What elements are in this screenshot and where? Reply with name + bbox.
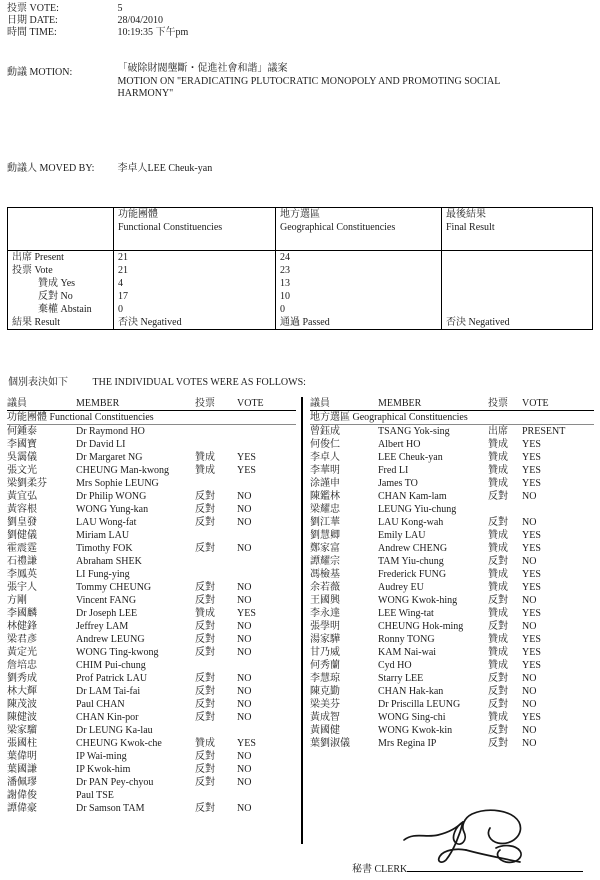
member-name-zh: 梁家騮 (7, 725, 37, 736)
member-name-en: Dr Samson TAM (76, 803, 145, 814)
member-name-zh: 林大輝 (7, 686, 37, 697)
moved-by-label: 動議人 MOVED BY: (7, 163, 95, 174)
member-name-en: Dr LEUNG Ka-lau (76, 725, 153, 736)
member-name-en: Dr Margaret NG (76, 452, 143, 463)
geographical-section-title: 地方選區 Geographical Constituencies (310, 411, 594, 425)
member-vote-en: NO (237, 491, 252, 502)
member-vote-zh: 反對 (195, 621, 215, 632)
geographical-table-header (310, 397, 594, 411)
member-vote-en (237, 529, 296, 542)
member-vote-zh (195, 425, 237, 438)
summary-functional-value: 21 (113, 264, 275, 277)
summary-header-functional (113, 208, 275, 250)
summary-geographical-value: 24 (275, 251, 441, 264)
member-name-en: LAU Wong-fat (76, 517, 137, 528)
member-name-zh: 張學明 (310, 621, 340, 632)
member-vote-en: NO (237, 634, 252, 645)
member-name-en: WONG Kwok-kin (378, 725, 453, 736)
member-vote-zh: 贊成 (488, 608, 508, 619)
member-vote-zh (195, 477, 237, 490)
member-vote-en: YES (522, 452, 541, 463)
member-name-zh: 譚耀宗 (310, 556, 340, 567)
member-name-en: Dr David LI (76, 439, 126, 450)
summary-header-functional-en: Functional Constituencies (118, 221, 223, 233)
summary-header-row (8, 208, 592, 251)
summary-header-final (441, 208, 592, 250)
member-name-en: LEE Wing-tat (378, 608, 434, 619)
member-vote-zh: 贊成 (488, 569, 508, 580)
member-name-en: LEE Cheuk-yan (378, 452, 443, 463)
motion-text (118, 63, 588, 101)
member-name-en: Paul CHAN (76, 699, 125, 710)
member-vote-en (237, 568, 296, 581)
functional-member-rows (7, 425, 296, 815)
member-name-zh: 林健鋒 (7, 621, 37, 632)
member-name-en: Dr PAN Pey-chyou (76, 777, 154, 788)
member-name-zh: 劉江華 (310, 517, 340, 528)
member-vote-zh: 反對 (195, 634, 215, 645)
member-name-zh: 黃宜弘 (7, 491, 37, 502)
member-name-en: IP Wai-ming (76, 751, 127, 762)
member-name-zh: 湯家驊 (310, 634, 340, 645)
col-header-vote-zh: 投票 (195, 398, 215, 409)
summary-geographical-value: 10 (275, 290, 441, 303)
member-vote-en: YES (522, 465, 541, 476)
member-vote-zh: 反對 (488, 725, 508, 736)
member-name-zh: 涂謹申 (310, 478, 340, 489)
member-name-en: Starry LEE (378, 673, 424, 684)
summary-row-label: 反對 No (38, 291, 73, 302)
member-vote-zh: 反對 (195, 764, 215, 775)
member-name-zh: 李鳳英 (7, 569, 37, 580)
member-name-en: Frederick FUNG (378, 569, 447, 580)
member-name-en: WONG Sing-chi (378, 712, 446, 723)
motion-block (7, 63, 588, 101)
member-name-zh: 劉皇發 (7, 517, 37, 528)
member-vote-zh: 贊成 (488, 543, 508, 554)
member-name-zh: 吳靄儀 (7, 452, 37, 463)
member-vote-zh (488, 503, 522, 516)
summary-final-value (441, 303, 592, 316)
summary-header-final-zh: 最後結果 (446, 209, 486, 220)
summary-row-label: 贊成 Yes (38, 278, 76, 289)
summary-result-table (7, 207, 593, 330)
member-vote-en: NO (237, 803, 252, 814)
clerk-signature-block (352, 860, 583, 876)
member-vote-zh: 反對 (488, 556, 508, 567)
member-name-en: Andrew CHENG (378, 543, 448, 554)
member-vote-zh: 反對 (195, 543, 215, 554)
member-name-en: CHEUNG Kwok-che (76, 738, 162, 749)
summary-header-functional-zh: 功能團體 (118, 209, 158, 220)
time-value: 10:19:35 下午pm (117, 27, 189, 38)
individual-votes-title (8, 376, 306, 389)
motion-title-en-line2: HARMONY" (117, 88, 174, 99)
member-vote-zh: 反對 (195, 712, 215, 723)
member-name-zh: 李卓人 (310, 452, 340, 463)
member-vote-zh: 贊成 (488, 478, 508, 489)
vote-number-value: 5 (117, 3, 123, 14)
summary-final-value (441, 264, 592, 277)
member-vote-en: YES (522, 478, 541, 489)
summary-header-empty (8, 208, 113, 250)
member-name-zh: 曾鈺成 (310, 426, 340, 437)
member-vote-zh: 贊成 (195, 608, 215, 619)
member-name-en: CHIM Pui-chung (76, 660, 146, 671)
member-name-en: CHAN Kin-por (76, 712, 139, 723)
vote-number-row (7, 3, 188, 15)
member-name-zh: 鄭家富 (310, 543, 340, 554)
member-vote-zh: 反對 (195, 686, 215, 697)
member-name-en: Paul TSE (76, 790, 114, 801)
member-name-zh: 潘佩璆 (7, 777, 37, 788)
individual-votes-title-en: THE INDIVIDUAL VOTES WERE AS FOLLOWS: (92, 377, 306, 388)
member-vote-en: NO (522, 621, 537, 632)
member-vote-zh: 反對 (488, 738, 508, 749)
member-name-zh: 謝偉俊 (7, 790, 37, 801)
member-name-en: KAM Nai-wai (378, 647, 437, 658)
member-vote-zh: 反對 (488, 595, 508, 606)
summary-final-value: 否決 Negatived (441, 316, 592, 329)
member-vote-zh: 贊成 (488, 712, 508, 723)
col-header-vote-zh: 投票 (488, 398, 508, 409)
member-vote-en: YES (237, 465, 256, 476)
summary-geographical-value: 13 (275, 277, 441, 290)
summary-row-label: 出席 Present (12, 252, 64, 263)
member-name-zh: 黃成智 (310, 712, 340, 723)
motion-title-zh: 「破除財閥壟斷・促進社會和諧」議案 (117, 63, 288, 74)
member-vote-en: NO (237, 543, 252, 554)
summary-functional-value: 4 (113, 277, 275, 290)
clerk-signature-line (407, 860, 583, 872)
member-name-zh: 陳克勤 (310, 686, 340, 697)
member-vote-en: YES (522, 712, 541, 723)
summary-row-label: 棄權 Abstain (38, 304, 92, 315)
member-name-en: Andrew LEUNG (76, 634, 145, 645)
member-vote-en: YES (237, 738, 256, 749)
member-name-en: CHEUNG Man-kwong (76, 465, 170, 476)
member-vote-zh: 贊成 (488, 647, 508, 658)
member-name-zh: 余若薇 (310, 582, 340, 593)
summary-final-value (441, 251, 592, 264)
member-name-en: LAU Kong-wah (378, 517, 444, 528)
member-vote-zh: 出席 (488, 426, 508, 437)
clerk-label: 秘書 CLERK (352, 864, 408, 875)
moved-by-block (7, 163, 212, 175)
member-name-zh: 劉慧卿 (310, 530, 340, 541)
member-vote-zh: 贊成 (488, 452, 508, 463)
date-value: 28/04/2010 (117, 15, 164, 26)
member-vote-zh: 反對 (195, 647, 215, 658)
member-name-en: James TO (378, 478, 418, 489)
member-name-en: Ronny TONG (378, 634, 435, 645)
member-name-en: Dr Joseph LEE (76, 608, 138, 619)
member-vote-en (237, 724, 296, 737)
member-name-zh: 梁美芬 (310, 699, 340, 710)
member-name-zh: 李永達 (310, 608, 340, 619)
member-name-zh: 陳鑑林 (310, 491, 340, 502)
member-name-en: Emily LAU (378, 530, 426, 541)
member-name-en: LI Fung-ying (76, 569, 130, 580)
member-name-zh: 李慧琼 (310, 673, 340, 684)
member-name-zh: 譚偉豪 (7, 803, 37, 814)
member-vote-zh (195, 659, 237, 672)
member-vote-zh: 反對 (195, 751, 215, 762)
member-vote-en: NO (237, 582, 252, 593)
date-label: 日期 DATE: (7, 15, 58, 26)
vote-number-label: 投票 VOTE: (7, 3, 59, 14)
col-header-member-en: MEMBER (378, 398, 422, 409)
member-name-zh: 黃國健 (310, 725, 340, 736)
member-name-en: WONG Ting-kwong (76, 647, 159, 658)
member-name-en: CHEUNG Hok-ming (378, 621, 464, 632)
member-vote-zh: 反對 (488, 491, 508, 502)
member-name-en: Prof Patrick LAU (76, 673, 148, 684)
member-name-en: IP Kwok-him (76, 764, 131, 775)
summary-header-final-en: Final Result (446, 221, 495, 233)
col-header-vote-en: VOTE (237, 398, 264, 409)
member-vote-en: YES (237, 608, 256, 619)
member-vote-zh (195, 438, 237, 451)
member-name-en: WONG Yung-kan (76, 504, 149, 515)
member-vote-en (237, 438, 296, 451)
member-vote-en: NO (522, 491, 537, 502)
member-vote-zh: 反對 (195, 491, 215, 502)
summary-geographical-value: 23 (275, 264, 441, 277)
member-name-en: Mrs Regina IP (378, 738, 437, 749)
summary-geographical-value: 通過 Passed (275, 316, 441, 329)
member-vote-zh: 贊成 (488, 465, 508, 476)
member-vote-en: YES (522, 608, 541, 619)
member-vote-zh: 反對 (488, 699, 508, 710)
motion-label: 動議 MOTION: (7, 67, 73, 78)
geographical-votes-table (310, 397, 594, 750)
member-name-en: Fred LI (378, 465, 409, 476)
member-name-en: Cyd HO (378, 660, 412, 671)
member-name-en: Dr Raymond HO (76, 426, 145, 437)
member-vote-zh: 反對 (195, 517, 215, 528)
time-row (7, 27, 188, 39)
member-vote-zh (195, 555, 237, 568)
member-vote-en: NO (237, 517, 252, 528)
functional-votes-table (7, 397, 296, 815)
member-name-en: WONG Kwok-hing (378, 595, 458, 606)
member-vote-zh (195, 789, 237, 802)
member-name-zh: 李華明 (310, 465, 340, 476)
member-vote-en: NO (237, 504, 252, 515)
member-name-zh: 陳茂波 (7, 699, 37, 710)
summary-row-label: 投票 Vote (12, 265, 53, 276)
summary-functional-value: 0 (113, 303, 275, 316)
summary-header-geographical-en: Geographical Constituencies (280, 221, 396, 233)
member-vote-en: YES (522, 647, 541, 658)
member-name-en: CHAN Hak-kan (378, 686, 444, 697)
member-name-zh: 詹培忠 (7, 660, 37, 671)
member-vote-en (237, 659, 296, 672)
functional-table-header (7, 397, 296, 411)
member-vote-zh: 贊成 (488, 530, 508, 541)
member-name-zh: 馮檢基 (310, 569, 340, 580)
member-name-en: Jeffrey LAM (76, 621, 129, 632)
member-vote-en (522, 503, 594, 516)
summary-final-value (441, 290, 592, 303)
member-name-en: CHAN Kam-lam (378, 491, 447, 502)
member-name-zh: 劉健儀 (7, 530, 37, 541)
member-vote-zh: 贊成 (488, 660, 508, 671)
member-vote-en: NO (522, 517, 537, 528)
member-name-zh: 何俊仁 (310, 439, 340, 450)
member-vote-en (237, 425, 296, 438)
member-name-zh: 梁君彥 (7, 634, 37, 645)
member-name-zh: 黃容根 (7, 504, 37, 515)
member-name-zh: 葉國謙 (7, 764, 37, 775)
member-name-zh: 張宇人 (7, 582, 37, 593)
member-name-zh: 張國柱 (7, 738, 37, 749)
member-name-zh: 陳健波 (7, 712, 37, 723)
member-vote-en: YES (522, 569, 541, 580)
member-vote-zh: 贊成 (195, 738, 215, 749)
document-header (7, 3, 188, 39)
member-vote-zh: 贊成 (488, 582, 508, 593)
member-vote-zh: 反對 (195, 504, 215, 515)
member-vote-en: NO (237, 764, 252, 775)
member-name-en: TSANG Yok-sing (378, 426, 450, 437)
member-name-zh: 梁耀忠 (310, 504, 340, 515)
member-name-en: Abraham SHEK (76, 556, 142, 567)
member-name-en: Tommy CHEUNG (76, 582, 152, 593)
member-name-en: Dr Priscilla LEUNG (378, 699, 461, 710)
member-vote-en: NO (522, 595, 537, 606)
member-name-en: LEUNG Yiu-chung (378, 504, 457, 515)
functional-section-title: 功能團體 Functional Constituencies (7, 411, 296, 425)
moved-by-value: 李卓人LEE Cheuk-yan (117, 163, 213, 174)
member-name-zh: 王國興 (310, 595, 340, 606)
member-vote-en: YES (522, 582, 541, 593)
member-vote-en: YES (237, 452, 256, 463)
member-vote-zh (195, 568, 237, 581)
member-vote-zh (195, 529, 237, 542)
member-vote-en: NO (237, 647, 252, 658)
member-vote-zh: 贊成 (195, 465, 215, 476)
member-vote-en (237, 789, 296, 802)
member-vote-zh: 贊成 (488, 439, 508, 450)
col-header-member-zh: 議員 (7, 398, 27, 409)
summary-body (8, 251, 592, 329)
member-vote-en: NO (522, 556, 537, 567)
member-vote-zh: 贊成 (195, 452, 215, 463)
member-name-zh: 何秀蘭 (310, 660, 340, 671)
member-name-en: Audrey EU (378, 582, 424, 593)
geographical-member-rows (310, 425, 594, 750)
member-vote-en: YES (522, 660, 541, 671)
member-vote-en: NO (522, 738, 537, 749)
member-vote-en: YES (522, 439, 541, 450)
summary-functional-value: 17 (113, 290, 275, 303)
member-vote-zh: 反對 (195, 699, 215, 710)
member-vote-en: NO (522, 725, 537, 736)
member-vote-en: NO (522, 686, 537, 697)
date-row (7, 15, 188, 27)
member-vote-en: NO (522, 699, 537, 710)
col-header-vote-en: VOTE (522, 398, 549, 409)
member-vote-zh: 反對 (488, 621, 508, 632)
member-vote-zh: 反對 (488, 673, 508, 684)
member-name-en: Dr Philip WONG (76, 491, 147, 502)
member-name-zh: 梁劉柔芬 (7, 478, 47, 489)
member-vote-en: NO (522, 673, 537, 684)
motion-title-en-line1: MOTION ON "ERADICATING PLUTOCRATIC MONOPOLY AND PROMOTING SOCIAL (117, 75, 501, 87)
individual-votes-title-zh: 個別表決如下 (8, 377, 68, 388)
member-vote-en: NO (237, 686, 252, 697)
member-name-zh: 葉劉淑儀 (310, 738, 350, 749)
member-vote-en: NO (237, 673, 252, 684)
member-vote-en: NO (237, 621, 252, 632)
member-name-zh: 霍震霆 (7, 543, 37, 554)
member-vote-en: YES (522, 530, 541, 541)
summary-final-value (441, 277, 592, 290)
member-vote-zh: 反對 (488, 686, 508, 697)
member-name-zh: 甘乃威 (310, 647, 340, 658)
member-name-zh: 李國寶 (7, 439, 37, 450)
summary-row-label: 結果 Result (12, 317, 61, 328)
member-name-en: Timothy FOK (76, 543, 133, 554)
member-vote-zh: 反對 (195, 777, 215, 788)
member-name-zh: 石禮謙 (7, 556, 37, 567)
member-vote-en: PRESENT (522, 426, 566, 437)
member-vote-zh: 反對 (195, 803, 215, 814)
time-label: 時間 TIME: (7, 27, 57, 38)
member-name-zh: 李國麟 (7, 608, 37, 619)
member-vote-zh: 贊成 (488, 634, 508, 645)
summary-functional-value: 否決 Negatived (113, 316, 275, 329)
member-name-zh: 葉偉明 (7, 751, 37, 762)
member-vote-zh: 反對 (195, 595, 215, 606)
member-vote-en: YES (522, 634, 541, 645)
member-vote-en: NO (237, 699, 252, 710)
member-name-zh: 何鍾泰 (7, 426, 37, 437)
member-name-en: Miriam LAU (76, 530, 130, 541)
member-name-zh: 黃定光 (7, 647, 37, 658)
member-name-zh: 張文光 (7, 465, 37, 476)
member-vote-zh (195, 724, 237, 737)
member-name-en: TAM Yiu-chung (378, 556, 444, 567)
summary-geographical-value: 0 (275, 303, 441, 316)
col-header-member-zh: 議員 (310, 398, 330, 409)
member-vote-zh: 反對 (488, 517, 508, 528)
member-vote-en: NO (237, 712, 252, 723)
member-name-zh: 方剛 (7, 595, 27, 606)
member-vote-en (237, 555, 296, 568)
summary-header-geographical-zh: 地方選區 (280, 209, 320, 220)
member-name-en: Albert HO (378, 439, 421, 450)
member-vote-zh: 反對 (195, 673, 215, 684)
member-vote-en: NO (237, 595, 252, 606)
summary-header-geographical (275, 208, 441, 250)
member-vote-en: NO (237, 751, 252, 762)
column-divider-line (301, 397, 303, 844)
col-header-member-en: MEMBER (76, 398, 120, 409)
summary-functional-value: 21 (113, 251, 275, 264)
member-vote-en (237, 477, 296, 490)
member-name-en: Mrs Sophie LEUNG (76, 478, 159, 489)
member-name-en: Vincent FANG (76, 595, 137, 606)
member-name-en: Dr LAM Tai-fai (76, 686, 141, 697)
member-vote-en: NO (237, 777, 252, 788)
member-vote-en: YES (522, 543, 541, 554)
member-name-zh: 劉秀成 (7, 673, 37, 684)
member-vote-zh: 反對 (195, 582, 215, 593)
